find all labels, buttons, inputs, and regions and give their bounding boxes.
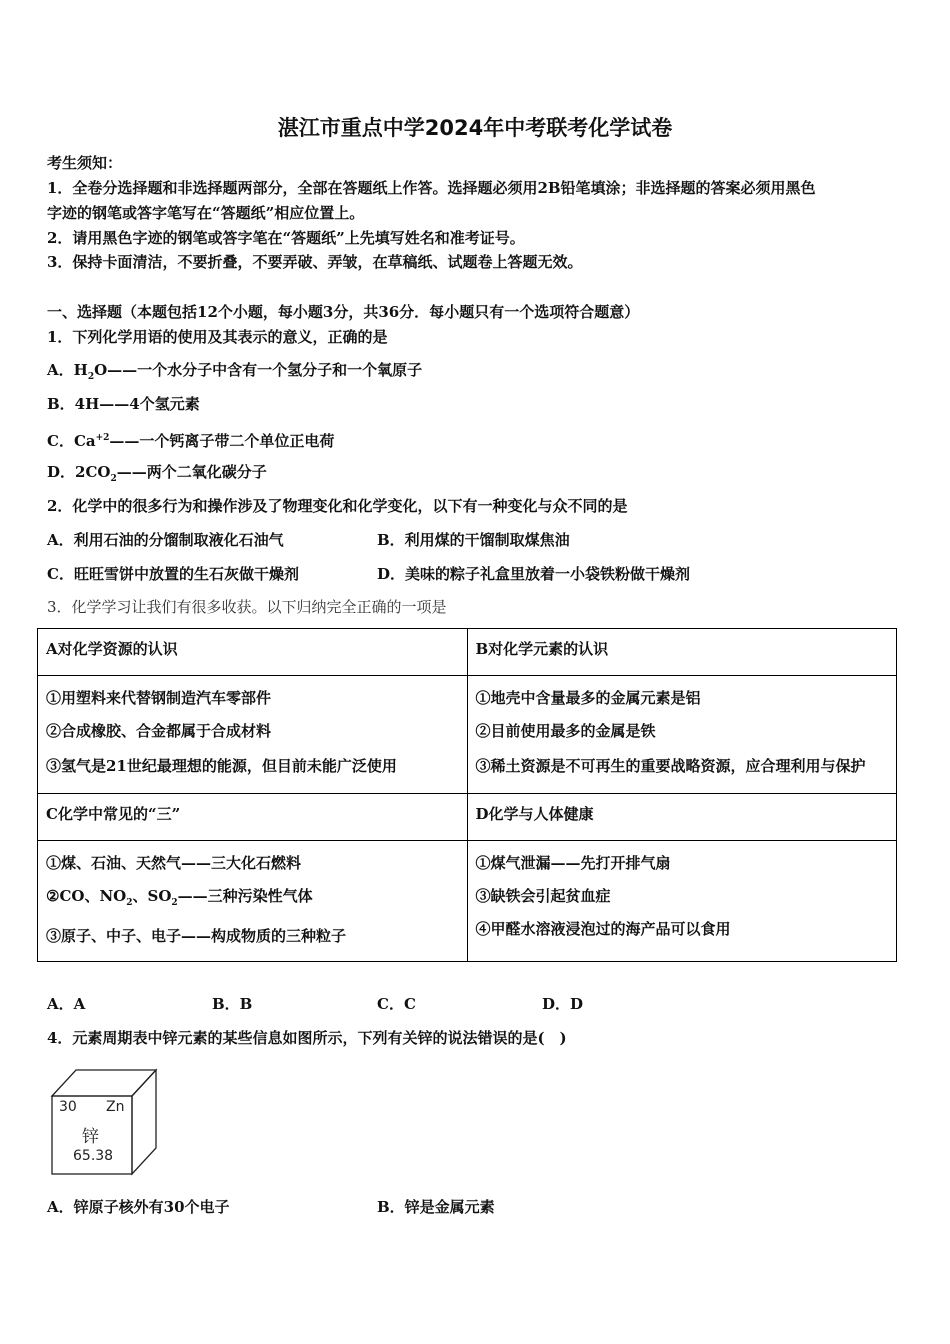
q3-cell-a-body [38,676,468,794]
q2-option-a: A．利用石油的分馏制取液化石油气 [47,531,284,549]
element-symbol: Zn [106,1099,125,1115]
q3-c-item-2-post: ——三种污染性气体 [177,887,313,905]
q2-option-b: B．利用煤的干馏制取煤焦油 [377,531,570,549]
q1-option-d-post: ——两个二氧化碳分子 [116,463,267,481]
q3-d-item-3: ④甲醛水溶液浸泡过的海产品可以食用 [475,920,731,938]
notice-heading: 考生须知： [47,154,123,172]
q1-option-a [47,360,422,387]
notice-line-1: 1．全卷分选择题和非选择题两部分，全部在答题纸上作答。选择题必须用2B铅笔填涂；非选择题的答案必须用黑色 [47,179,816,197]
section-heading: 一、选择题（本题包括12个小题，每小题3分，共36分．每小题只有一个选项符合题意） [47,303,640,321]
page-title: 湛江市重点中学2024年中考联考化学试卷 [277,116,673,140]
q3-c-item-2-mid: 、SO [132,887,172,905]
q2-stem: 2．化学中的很多行为和操作涉及了物理变化和化学变化，以下有一种变化与众不同的是 [47,497,628,515]
q1-option-a-post: O——一个水分子中含有一个氢分子和一个氧原子 [94,361,423,379]
notice-line-3: 3．保持卡面清洁，不要折叠，不要弄破、弄皱，在草稿纸、试题卷上答题无效。 [47,253,583,271]
q3-option-b: B．B [212,995,253,1013]
zinc-element-cell [50,1068,160,1176]
q3-option-a: A．A [47,995,86,1013]
q3-c-item-2-sub2: 2 [171,898,178,908]
notice-line-1b: 字迹的钢笔或答字笔写在“答题纸”相应位置上。 [47,204,365,222]
q3-cell-a-head: A对化学资源的认识 [38,629,468,676]
q3-a-item-2: ②合成橡胶、合金都属于合成材料 [46,722,272,740]
q3-b-item-3: ③稀土资源是不可再生的重要战略资源，应合理利用与保护 [475,757,866,775]
q3-c-item-2-sub1: 2 [126,898,133,908]
q1-option-c-sup: +2 [95,433,110,443]
q3-c-item-2-pre: ②CO、NO [46,887,127,905]
element-name: 锌 [82,1127,99,1147]
q3-c-item-1: ①煤、石油、天然气——三大化石燃料 [46,854,302,872]
q4-stem: 4．元素周期表中锌元素的某些信息如图所示，下列有关锌的说法错误的是( ) [47,1029,567,1047]
atomic-number: 30 [59,1099,77,1115]
q2-option-d: D．美味的粽子礼盒里放着一小袋铁粉做干燥剂 [377,565,691,583]
q3-cell-b-head: B对化学元素的认识 [467,629,897,676]
q1-option-c-pre: C．Ca [47,432,96,450]
q1-option-c-post: ——一个钙离子带二个单位正电荷 [109,432,335,450]
q1-option-b: B．4H——4个氢元素 [47,395,200,413]
q1-option-c [47,428,334,451]
q3-c-item-2 [46,880,459,920]
q1-option-a-sub: 2 [87,372,95,382]
q3-b-item-1: ①地壳中含量最多的金属元素是铝 [475,689,701,707]
q2-option-c: C．旺旺雪饼中放置的生石灰做干燥剂 [47,565,299,583]
q3-d-item-1: ①煤气泄漏——先打开排气扇 [475,854,671,872]
q4-option-b: B．锌是金属元素 [377,1198,495,1216]
q1-stem: 1．下列化学用语的使用及其表示的意义，正确的是 [47,328,388,346]
q1-option-d [47,462,267,489]
q3-stem: 3．化学学习让我们有很多收获。以下归纳完全正确的一项是 [47,598,447,616]
q3-a-item-1: ①用塑料来代替钢制造汽车零部件 [46,689,272,707]
q3-cell-c-body [38,841,468,962]
q3-d-item-2: ③缺铁会引起贫血症 [475,887,611,905]
q3-cell-d-body [467,841,897,962]
q3-c-item-3: ③原子、中子、电子——构成物质的三种粒子 [46,927,347,945]
q1-option-d-pre: D．2CO [47,463,111,481]
q3-cell-b-body [467,676,897,794]
q4-option-a: A．锌原子核外有30个电子 [47,1198,230,1216]
q3-option-d: D．D [542,995,584,1013]
notice-line-2: 2．请用黑色字迹的钢笔或答字笔在“答题纸”上先填写姓名和准考证号。 [47,229,525,247]
q3-a-item-3: ③氢气是21世纪最理想的能源，但目前未能广泛使用 [46,757,397,775]
q3-option-c: C．C [377,995,416,1013]
q3-b-item-2: ②目前使用最多的金属是铁 [475,722,656,740]
q1-option-d-sub: 2 [110,474,117,484]
q3-cell-c-head: C化学中常见的“三” [38,794,468,841]
q1-option-a-pre: A．H [47,361,88,379]
atomic-mass: 65.38 [73,1148,114,1164]
q3-table [37,628,897,962]
q3-cell-d-head: D化学与人体健康 [467,794,897,841]
